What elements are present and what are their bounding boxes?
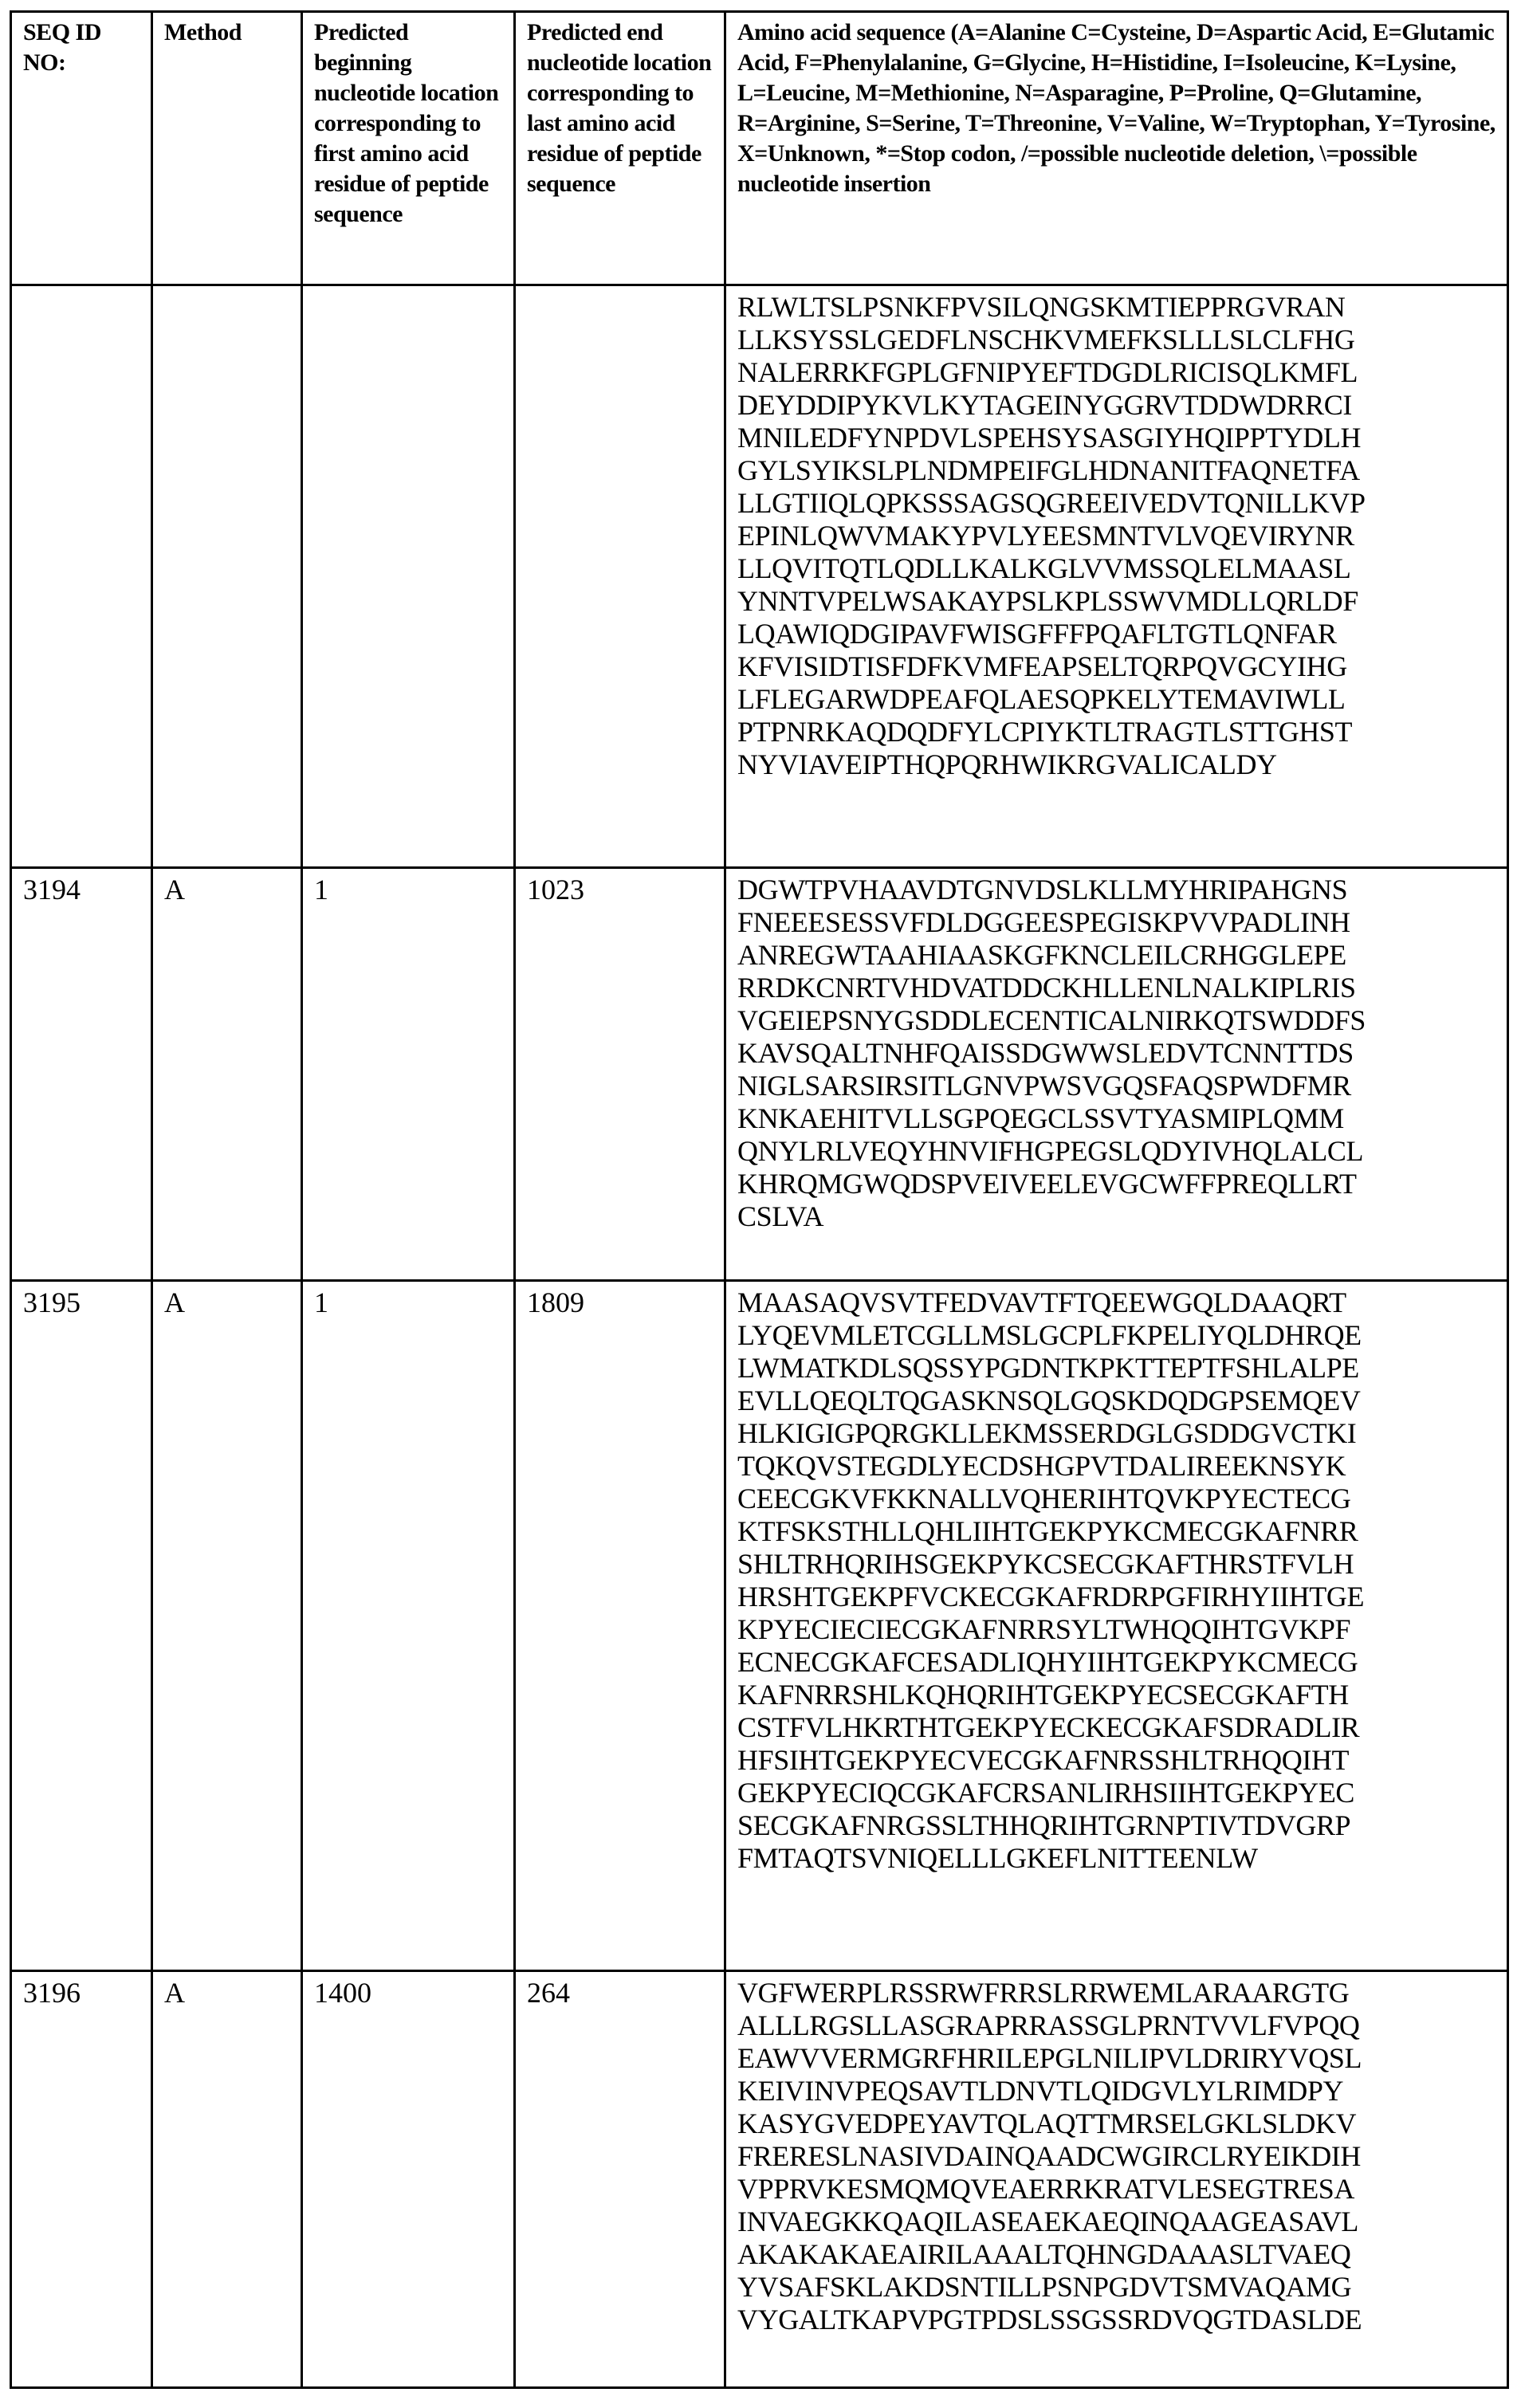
header-amino-acid-sequence: Amino acid sequence (A=Alanine C=Cysteine, D=Aspartic Acid, E=Glutamic Acid, F=Phenylalanine, G=Glycine, H=Histidine, I=Isoleucine, K=Lysine, L=Leucine, M=Methionine, N=Asparagine, P=Proline, Q=Glutamine, R=Arginine, S=Serine, T=Threonine, V=Valine, W=Tryptophan, Y=Tyrosine, X=Unknown, *=Stop codon, /=possible nucleotide deletion, \=possible nucleotide insertion [725, 12, 1508, 285]
sequence-line: KFVISIDTISFDFKVMFEAPSELTQRPQVGCYIHG [737, 650, 1347, 682]
sequence-line: QNYLRLVEQYHNVIFHGPEGSLQDYIVHQLALCL [737, 1135, 1364, 1167]
table-row [11, 1281, 1508, 1971]
header-method: Method [152, 12, 302, 285]
sequence-table [10, 10, 1509, 2389]
seq-id-cell: 3196 [11, 1971, 152, 2388]
begin-location-cell: 1 [302, 1281, 515, 1971]
sequence-line: EPINLQWVMAKYPVLYEESMNTVLVQEVIRYNR [737, 520, 1354, 552]
sequence-line: AKAKAKAEAIRILAAALTQHNGDAAASLTVAEQ [737, 2238, 1351, 2270]
amino-acid-sequence-cell [725, 868, 1508, 1281]
sequence-line: CEECGKVFKKNALLVQHERIHTQVKPYECTECG [737, 1483, 1351, 1514]
sequence-line: KHRQMGWQDSPVEIVEELEVGCWFFPREQLLRT [737, 1168, 1357, 1200]
table-row [11, 1971, 1508, 2388]
sequence-line: FRERESLNASIVDAINQAADCWGIRCLRYEIKDIH [737, 2140, 1361, 2172]
method-cell [152, 285, 302, 868]
sequence-line: KTFSKSTHLLQHLIIHTGEKPYKCMECGKAFNRR [737, 1515, 1358, 1547]
method-cell: A [152, 1281, 302, 1971]
sequence-line: SECGKAFNRGSSLTHHQRIHTGRNPTIVTDVGRP [737, 1809, 1351, 1841]
sequence-line: FMTAQTSVNIQELLLGKEFLNITTEENLW [737, 1842, 1258, 1874]
sequence-line: LQAWIQDGIPAVFWISGFFFPQAFLTGTLQNFAR [737, 618, 1337, 650]
header-row [11, 12, 1508, 285]
sequence-line: KASYGVEDPEYAVTQLAQTTMRSELGKLSLDKV [737, 2107, 1357, 2139]
sequence-line: LWMATKDLSQSSYPGDNTKPKTTEPTFSHLALPE [737, 1352, 1359, 1384]
sequence-line: RRDKCNRTVHDVATDDCKHLLENLNALKIPLRIS [737, 972, 1356, 1004]
sequence-line: VGEIEPSNYGSDDLECENTICALNIRKQTSWDDFS [737, 1004, 1366, 1036]
method-cell: A [152, 868, 302, 1281]
sequence-line: VYGALTKAPVPGTPDSLSSGSSRDVQGTDASLDE [737, 2304, 1362, 2335]
sequence-line: LLQVITQTLQDLLKALKGLVVMSSQLELMAASL [737, 552, 1351, 584]
sequence-line: YVSAFSKLAKDSNTILLPSNPGDVTSMVAQAMG [737, 2271, 1352, 2303]
sequence-line: YNNTVPELWSAKAYPSLKPLSSWVMDLLQRLDF [737, 585, 1358, 617]
sequence-line: EAWVVERMGRFHRILEPGLNILIPVLDRIRYVQSL [737, 2042, 1362, 2074]
sequence-line: ALLLRGSLLASGRAPRRASSGLPRNTVVLFVPQQ [737, 2009, 1360, 2041]
header-begin-location: Predicted beginning nucleotide location corresponding to first amino acid residue of peptide sequence [302, 12, 515, 285]
seq-id-cell: 3195 [11, 1281, 152, 1971]
end-location-cell: 1023 [515, 868, 725, 1281]
sequence-line: CSLVA [737, 1200, 824, 1232]
sequence-line: SHLTRHQRIHSGEKPYKCSECGKAFTHRSTFVLH [737, 1548, 1354, 1580]
header-seq-id: SEQ ID NO: [11, 12, 152, 285]
sequence-line: VGFWERPLRSSRWFRRSLRRWEMLARAARGTG [737, 1977, 1350, 2009]
sequence-line: MAASAQVSVTFEDVAVTFTQEEWGQLDAAQRT [737, 1286, 1346, 1318]
sequence-line: LLKSYSSLGEDFLNSCHKVMEFKSLLLSLCLFHG [737, 324, 1355, 356]
sequence-line: TQKQVSTEGDLYECDSHGPVTDALIREEKNSYK [737, 1450, 1346, 1482]
sequence-line: NYVIAVEIPTHQPQRHWIKRGVALICALDY [737, 748, 1277, 780]
end-location-cell [515, 285, 725, 868]
seq-id-cell [11, 285, 152, 868]
end-location-cell: 264 [515, 1971, 725, 2388]
seq-id-cell: 3194 [11, 868, 152, 1281]
sequence-line: DEYDDIPYKVLKYTAGEINYGGRVTDDWDRRCI [737, 389, 1352, 421]
end-location-cell: 1809 [515, 1281, 725, 1971]
sequence-line: KNKAEHITVLLSGPQEGCLSSVTYASMIPLQMM [737, 1102, 1344, 1134]
amino-acid-sequence-cell [725, 1971, 1508, 2388]
sequence-line: RLWLTSLPSNKFPVSILQNGSKMTIEPPRGVRAN [737, 291, 1346, 323]
sequence-line: KPYECIECIECGKAFNRRSYLTWHQQIHTGVKPF [737, 1613, 1351, 1645]
begin-location-cell [302, 285, 515, 868]
sequence-line: NIGLSARSIRSITLGNVPWSVGQSFAQSPWDFMR [737, 1070, 1351, 1102]
amino-acid-sequence-cell [725, 1281, 1508, 1971]
header-end-location: Predicted end nucleotide location corresponding to last amino acid residue of peptide sequence [515, 12, 725, 285]
sequence-line: FNEEESESSVFDLDGGEESPEGISKPVVPADLINH [737, 906, 1350, 938]
table-row [11, 868, 1508, 1281]
sequence-line: VPPRVKESMQMQVEAERRKRATVLESEGTRESA [737, 2173, 1355, 2205]
sequence-line: NALERRKFGPLGFNIPYEFTDGDLRICISQLKMFL [737, 356, 1358, 388]
sequence-line: HLKIGIGPQRGKLLEKMSSERDGLGSDDGVCTKI [737, 1417, 1357, 1449]
sequence-line: GYLSYIKSLPLNDMPEIFGLHDNANITFAQNETFA [737, 454, 1360, 486]
sequence-line: DGWTPVHAAVDTGNVDSLKLLMYHRIPAHGNS [737, 874, 1348, 905]
sequence-line: KEIVINVPEQSAVTLDNVTLQIDGVLYLRIMDPY [737, 2075, 1344, 2107]
method-cell: A [152, 1971, 302, 2388]
begin-location-cell: 1 [302, 868, 515, 1281]
sequence-line: HRSHTGEKPFVCKECGKAFRDRPGFIRHYIIHTGE [737, 1581, 1365, 1613]
sequence-line: ANREGWTAAHIAASKGFKNCLEILCRHGGLEPE [737, 939, 1346, 971]
amino-acid-sequence-cell [725, 285, 1508, 868]
sequence-line: INVAEGKKQAQILASEAEKAEQINQAAGEASAVL [737, 2206, 1359, 2237]
sequence-line: MNILEDFYNPDVLSPEHSYSASGIYHQIPPTYDLH [737, 422, 1362, 454]
sequence-line: HFSIHTGEKPYECVECGKAFNRSSHLTRHQQIHT [737, 1744, 1350, 1776]
begin-location-cell: 1400 [302, 1971, 515, 2388]
sequence-line: KAVSQALTNHFQAISSDGWWSLEDVTCNNTTDS [737, 1037, 1354, 1069]
sequence-line: LLGTIIQLQPKSSSAGSQGREEIVEDVTQNILLKVP [737, 487, 1366, 519]
sequence-line: CSTFVLHKRTHTGEKPYECKECGKAFSDRADLIR [737, 1711, 1360, 1743]
sequence-line: LFLEGARWDPEAFQLAESQPKELYTEMAVIWLL [737, 683, 1346, 715]
sequence-line: ECNECGKAFCESADLIQHYIIHTGEKPYKCMECG [737, 1646, 1358, 1678]
sequence-line: KAFNRRSHLKQHQRIHTGEKPYECSECGKAFTH [737, 1679, 1349, 1711]
table-row [11, 285, 1508, 868]
sequence-line: EVLLQEQLTQGASKNSQLGQSKDQDGPSEMQEV [737, 1385, 1361, 1416]
sequence-line: LYQEVMLETCGLLMSLGCPLFKPELIYQLDHRQE [737, 1319, 1362, 1351]
sequence-line: GEKPYECIQCGKAFCRSANLIRHSIIHTGEKPYEC [737, 1777, 1355, 1809]
sequence-line: PTPNRKAQDQDFYLCPIYKTLTRAGTLSTTGHST [737, 716, 1353, 748]
